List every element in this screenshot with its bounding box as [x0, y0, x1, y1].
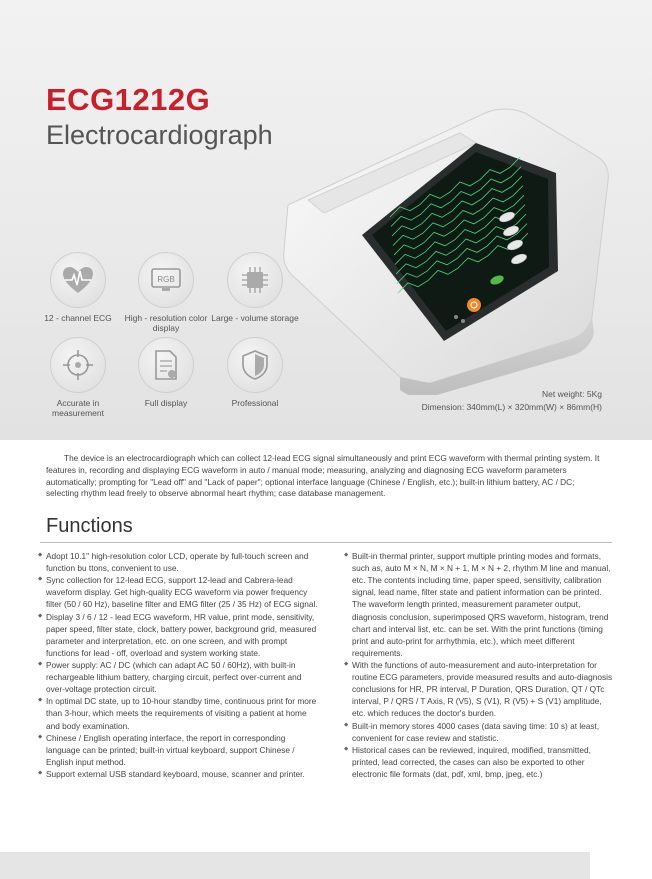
feature-label: 12 - channel ECG — [44, 313, 112, 323]
crosshair-icon — [50, 337, 106, 393]
feature-label: Accurate in measurement — [52, 398, 104, 419]
list-item: ◆ Built-in memory stores 4000 cases (data saving time: 10 s) at least, convenient for case review and statistic. — [344, 720, 616, 744]
functions-right-list — [344, 550, 616, 780]
feature-label: Full display — [144, 398, 188, 408]
functions-heading: Functions — [46, 515, 133, 537]
dimension: Dimension: 340mm(L) × 320mm(W) × 86mm(H) — [421, 402, 602, 413]
list-item: ◆ With the functions of auto-measurement and auto-interpretation for routine ECG parameters, provide measured results and auto-diagnosis conclusions for HR, PR interval, P Duration, QRS Duration, QT / QTc interval, P / QRS / T Axis, R (V5), S (V1), R (V5) + S (V1) amplitude, etc. which reduces the doctor's burden. — [344, 659, 616, 720]
rgb-display-icon — [138, 252, 194, 308]
document-display-icon — [138, 337, 194, 393]
feature-12-channel — [33, 252, 123, 323]
list-item: ◆ Historical cases can be reviewed, inquired, modified, transmitted, printed, lead corrected, the cases can also be exported to other electronic file formats (dat, pdf, xml, bmp, jpeg, etc.) — [344, 744, 616, 780]
shield-icon — [227, 337, 283, 393]
list-item: ◆ In optimal DC state, up to 10-hour standby time, continuous print for more than 3-hour, which meets the requirements of visiting a patient at home and body examination. — [38, 695, 320, 731]
power-button — [467, 298, 481, 312]
list-item: ◆ Adopt 10.1'' high-resolution color LCD, operate by full-touch screen and function bu ttons, convenient to use. — [38, 550, 320, 574]
product-model: ECG1212G — [46, 82, 211, 117]
feature-label: High - resolution color display — [124, 313, 208, 334]
list-item: ◆ Chinese / English operating interface, the report in corresponding language can be printed; built-in virtual keyboard, support Chinese / English input method. — [38, 732, 320, 768]
functions-left-list — [38, 550, 320, 780]
list-item: ◆ Display 3 / 6 / 12 - lead ECG waveform, HR value, print mode, sensitivity, paper speed, filter state, clock, battery power, background grid, measured parameter and interpretation, etc. on one screen, and with prompt functions for lead - off, overload and system working state. — [38, 611, 320, 659]
net-weight: Net weight: 5Kg — [541, 389, 602, 399]
list-item: ◆ Built-in thermal printer, support multiple printing modes and formats, such as, auto M × N, M × N + 1, M × N + 2, rhythm M line and manual, etc. The contents including time, paper speed, sensitivity, calibration signal, lead name, filter state and patient information can be printed. The waveform length printed, measurement parameter output, diagnosis conclusion, superimposed QRS waveform, histogram, trend chart and interval list, etc. can be set. With the print functions (timing print and auto-print for arrhythmia, etc.), which meet different requirements. — [344, 550, 616, 659]
device-specs — [422, 388, 602, 414]
feature-full-display — [121, 337, 211, 408]
heart-ecg-icon — [50, 252, 106, 308]
list-item: ◆ Power supply: AC / DC (which can adapt AC 50 / 60Hz), with built-in rechargeable lithium battery, charging circuit, perfect over-current and over-voltage protection circuit. — [38, 659, 320, 695]
intro-paragraph: The device is an electrocardiograph which can collect 12-lead ECG signal simultaneously and print ECG waveform with thermal printing system. It features in, recording and displaying ECG waveform in auto / manual mode; measuring, analyzing and diagnosing ECG waveform parameters automatically; prompting for "Lead off" and "Lack of paper"; optional interface language (Chinese / English, etc.); built-in lithium battery, AC / DC; selecting rhythm lead freely to observe abnormal heart rhythm; case database management. — [46, 453, 600, 499]
feature-display — [121, 252, 211, 333]
svg-text:RGB: RGB — [157, 275, 175, 284]
product-subtitle: Electrocardiograph — [46, 120, 273, 150]
feature-label: Professional — [231, 398, 279, 408]
ecg-device-illustration — [280, 95, 615, 395]
list-item: ◆ Support external USB standard keyboard, mouse, scanner and printer. — [38, 768, 320, 780]
feature-label: Large - volume storage — [211, 313, 299, 323]
divider — [40, 542, 612, 543]
feature-accuracy — [33, 337, 123, 418]
footer-bar — [0, 852, 590, 879]
list-item: ◆ Sync collection for 12-lead ECG, support 12-lead and Cabrera-lead waveform display. Get high-quality ECG waveform via power frequency filter (50 / 60 Hz), baseline filter and EMG filter (25 / 35 Hz) of ECG signal. — [38, 574, 320, 610]
chip-storage-icon — [227, 252, 283, 308]
